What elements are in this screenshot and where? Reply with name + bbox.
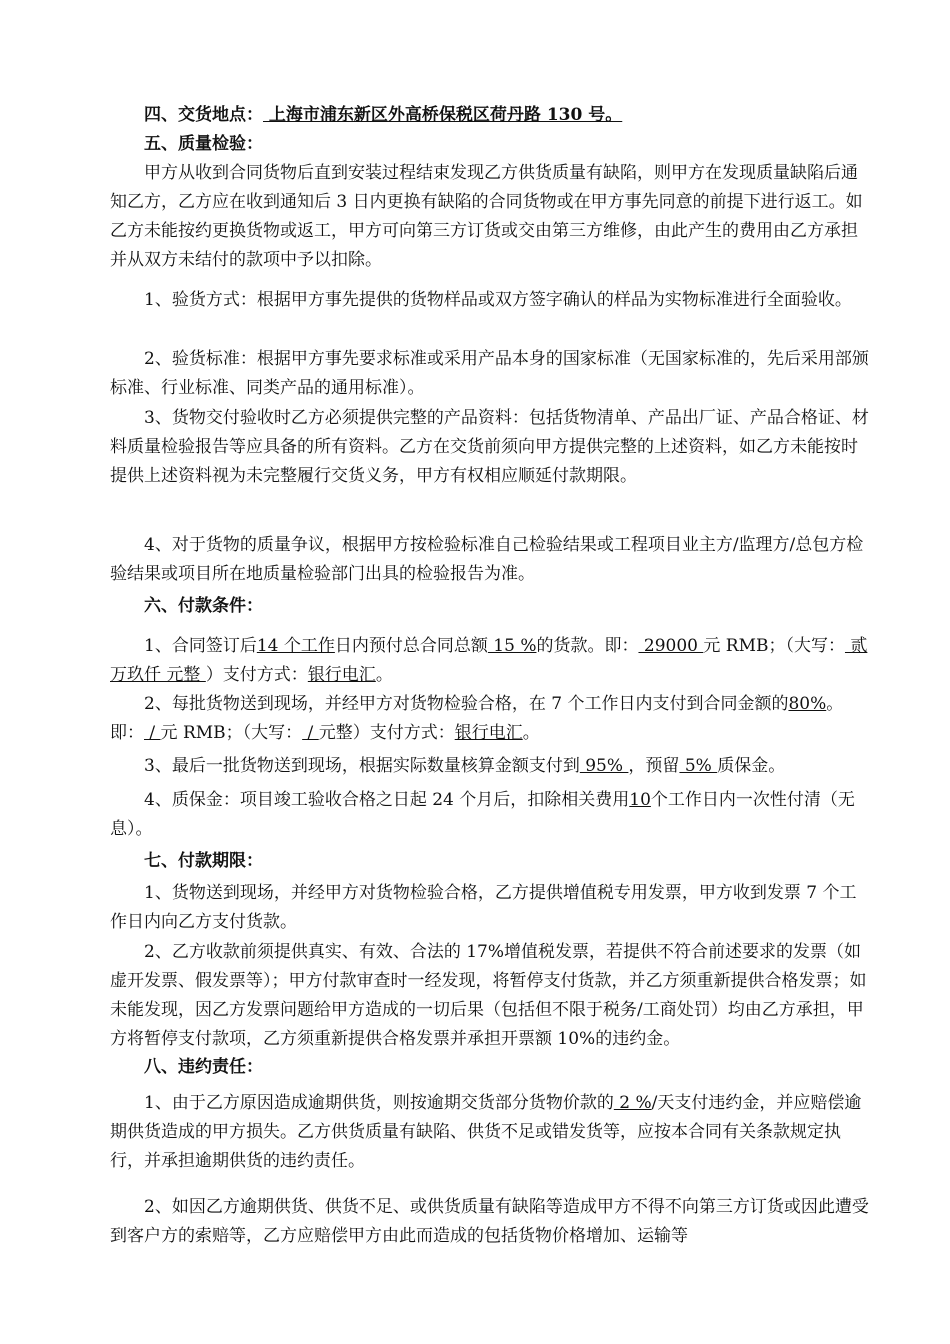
filled-value: 银行电汇	[307, 665, 376, 685]
filled-value: 贰万玖仟 元整	[110, 636, 868, 685]
section-title: 八、违约责任：	[144, 1057, 263, 1077]
text: 个工作日内一次性付清（无息）。	[110, 790, 855, 839]
paragraph: 4、对于货物的质量争议，根据甲方按检验标准自己检验结果或工程项目业主方/监理方/总包方检验结果或项目所在地质量检验部门出具的检验报告为准。	[110, 535, 864, 584]
filled-value: 15 %	[487, 636, 537, 656]
filled-value: 2 %	[613, 1093, 652, 1113]
filled-value: 95%	[579, 756, 629, 776]
section-delivery-place	[110, 101, 870, 130]
text: 元整）支付方式：	[318, 723, 455, 743]
filled-value: 80%	[788, 694, 827, 714]
text: 3、最后一批货物送到现场，根据实际数量核算金额支付到	[144, 756, 580, 776]
filled-value: 银行电汇	[454, 723, 523, 743]
paragraph: 1、验货方式：根据甲方事先提供的货物样品或双方签字确认的样品为实物标准进行全面验收。	[144, 290, 852, 310]
filled-value: 10	[629, 790, 651, 810]
filled-value: 29000	[638, 636, 704, 656]
text: 元 RMB；（大写：	[160, 723, 303, 743]
text: 。	[375, 665, 393, 685]
paragraph: 2、验货标准：根据甲方事先要求标准或采用产品本身的国家标准（无国家标准的，先后采用部颁标准、行业标准、同类产品的通用标准）。	[110, 349, 869, 398]
text: 。即：	[110, 694, 844, 743]
text: 日内预付总合同总额	[334, 636, 488, 656]
paragraph	[110, 786, 870, 844]
delivery-address: 上海市浦东新区外高桥保税区荷丹路 130 号。	[263, 105, 623, 125]
text: 质保金。	[717, 756, 786, 776]
paragraph	[110, 1089, 870, 1176]
text: ，预留	[628, 756, 680, 776]
text: ）支付方式：	[205, 665, 308, 685]
filled-value: /	[144, 723, 161, 743]
paragraph	[110, 690, 870, 748]
section-title: 四、交货地点：	[144, 105, 263, 125]
paragraph: 3、货物交付验收时乙方必须提供完整的产品资料：包括货物清单、产品出厂证、产品合格证、材料质量检验报告等应具备的所有资料。乙方在交货前须向甲方提供完整的上述资料，如乙方未能按时提供上述资料视为未完整履行交货义务，甲方有权相应顺延付款期限。	[110, 408, 869, 486]
paragraph: 1、货物送到现场，并经甲方对货物检验合格，乙方提供增值税专用发票，甲方收到发票 7 个工作日内向乙方支付货款。	[110, 883, 857, 932]
paragraph: 甲方从收到合同货物后直到安装过程结束发现乙方供货质量有缺陷，则甲方在发现质量缺陷后通知乙方，乙方应在收到通知后 3 日内更换有缺陷的合同货物或在甲方事先同意的前提下进行返工。如乙方未能按约更换货物或返工，甲方可向第三方订货或交由第三方维修，由此产生的费用由乙方承担并从双方未结付的款项中予以扣除。	[110, 163, 863, 270]
text: 元 RMB；（大写：	[703, 636, 845, 656]
paragraph	[110, 752, 870, 781]
text: 的货款。即：	[536, 636, 639, 656]
text: /天支付违约金，并应赔偿逾期供货造成的甲方损失。乙方供货质量有缺陷、供货不足或错发货等，应按本合同有关条款规定执行，并承担逾期供货的违约责任。	[110, 1093, 862, 1171]
text: 4、质保金：项目竣工验收合格之日起 24 个月后，扣除相关费用	[144, 790, 630, 810]
filled-value: 14 个工作	[256, 636, 335, 656]
text: 2、每批货物送到现场，并经甲方对货物检验合格，在 7 个工作日内支付到合同金额的	[144, 694, 789, 714]
section-title: 七、付款期限：	[144, 851, 263, 871]
paragraph: 2、乙方收款前须提供真实、有效、合法的 17%增值税发票，若提供不符合前述要求的发票（如虚开发票、假发票等）；甲方付款审查时一经发现，将暂停支付货款，并乙方须重新提供合格发票；如未能发现，因乙方发票问题给甲方造成的一切后果（包括但不限于税务/工商处罚）均由乙方承担，甲方将暂停支付款项，乙方须重新提供合格发票并承担开票额 10%的违约金。	[110, 942, 867, 1049]
paragraph: 2、如因乙方逾期供货、供货不足、或供货质量有缺陷等造成甲方不得不向第三方订货或因此遭受到客户方的索赔等，乙方应赔偿甲方由此而造成的包括货物价格增加、运输等	[110, 1197, 869, 1246]
section-title: 六、付款条件：	[144, 596, 263, 616]
text: 1、由于乙方原因造成逾期供货，则按逾期交货部分货物价款的	[144, 1093, 614, 1113]
filled-value: 5%	[679, 756, 718, 776]
filled-value: /	[302, 723, 319, 743]
text: 。	[522, 723, 540, 743]
text: 1、合同签订后	[144, 636, 257, 656]
paragraph	[110, 632, 870, 690]
section-title: 五、质量检验：	[144, 134, 263, 154]
